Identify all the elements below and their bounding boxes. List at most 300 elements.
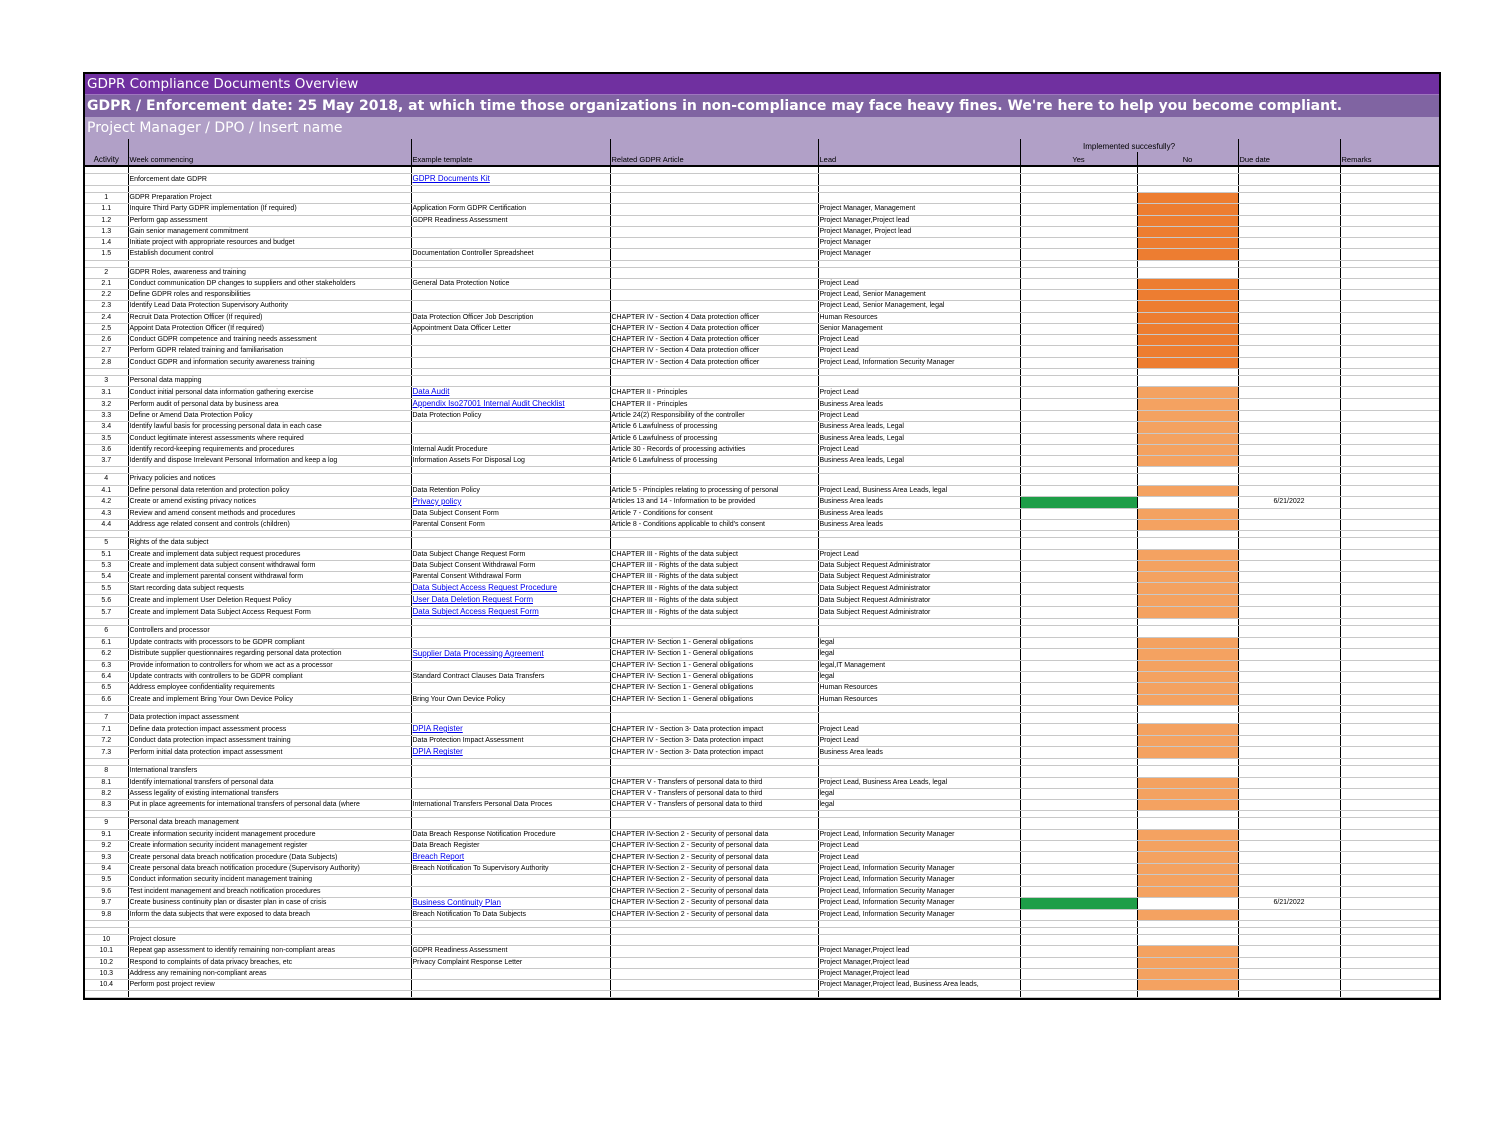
remarks-cell [1340,375,1439,386]
article-cell: CHAPTER V - Transfers of personal data to third [610,800,818,811]
remarks-cell [1340,788,1439,799]
due-date-cell [1238,800,1340,811]
task-cell: Conduct data protection impact assessment training [128,736,411,747]
template-cell [411,433,610,444]
empty-cell [411,811,610,818]
template-link[interactable]: Data Subject Access Request Form [412,607,539,617]
template-cell: Data Protection Impact Assessment [411,736,610,747]
empty-cell [1340,467,1439,474]
lead-cell: Data Subject Request Administrator [818,595,1020,607]
empty-cell [128,260,411,267]
no-cell [1137,864,1238,875]
header-row [85,152,1439,166]
table-row [85,357,1439,368]
lead-cell: legal,IT Management [818,660,1020,671]
due-date-cell [1238,595,1340,607]
lead-cell [818,193,1020,204]
template-link[interactable]: GDPR Documents Kit [412,174,490,183]
lead-cell: Project Lead [818,852,1020,864]
article-cell: CHAPTER IV-Section 2 - Security of personal data [610,886,818,897]
empty-cell [85,619,128,626]
no-cell [1137,323,1238,334]
no-cell [1137,595,1238,607]
due-date-cell [1238,538,1340,549]
empty-cell [1238,921,1340,928]
template-cell [411,626,610,637]
template-link[interactable]: Privacy policy [412,496,462,506]
table-row [85,886,1439,897]
task-cell: Update contracts with processors to be GDPR compliant [128,637,411,648]
template-cell[interactable] [411,648,610,660]
lead-cell [818,766,1020,777]
table-row [85,957,1439,968]
no-cell [1137,648,1238,660]
no-cell [1137,672,1238,683]
remarks-cell [1340,607,1439,619]
empty-cell [1137,759,1238,766]
template-cell[interactable] [411,607,610,619]
table-row [85,736,1439,747]
empty-cell [610,921,818,928]
empty-cell [1020,928,1137,935]
template-cell[interactable] [411,583,610,595]
activity-cell: 10 [85,935,128,946]
template-cell: Data Breach Register [411,840,610,851]
due-date-cell [1238,852,1340,864]
no-cell [1137,357,1238,368]
article-cell [610,278,818,289]
no-cell [1137,935,1238,946]
yes-cell [1020,474,1137,485]
remarks-cell [1340,875,1439,886]
template-cell [411,422,610,433]
task-cell: Conduct information security incident management training [128,875,411,886]
remarks-cell [1340,549,1439,560]
template-cell[interactable] [411,387,610,399]
task-cell: GDPR Preparation Project [128,193,411,204]
template-cell [411,875,610,886]
article-cell [610,626,818,637]
yes-cell [1020,520,1137,531]
lead-cell: Project Lead, Information Security Manager [818,897,1020,909]
due-date-cell [1238,946,1340,957]
yes-cell [1020,485,1137,496]
lead-cell: legal [818,637,1020,648]
task-cell: Address any remaining non-compliant areas [128,968,411,979]
template-link[interactable]: User Data Deletion Request Form [412,595,533,605]
task-cell: Gain senior management commitment [128,226,411,237]
lead-cell [818,375,1020,386]
empty-cell [1137,921,1238,928]
task-cell: Create or amend existing privacy notices [128,496,411,508]
empty-cell [1020,759,1137,766]
article-cell [610,204,818,215]
task-cell: Privacy policies and notices [128,474,411,485]
template-cell[interactable] [411,852,610,864]
empty-cell [411,531,610,538]
due-date-cell [1238,204,1340,215]
task-cell: Define data protection impact assessment process [128,724,411,736]
article-cell: CHAPTER IV-Section 2 - Security of personal data [610,897,818,909]
due-date-cell [1238,736,1340,747]
template-link[interactable]: Data Audit [412,387,450,396]
lead-cell: Project Manager,Project lead [818,215,1020,226]
spreadsheet [83,72,1441,1000]
task-cell: Create information security incident management register [128,840,411,851]
lead-cell: Project Manager,Project lead [818,946,1020,957]
table-row [85,375,1439,386]
article-cell: CHAPTER IV- Section 1 - General obligations [610,694,818,705]
empty-cell [610,186,818,193]
template-cell: Data Subject Change Request Form [411,549,610,560]
no-cell [1137,818,1238,829]
lead-cell: Project Lead [818,411,1020,422]
empty-cell [610,368,818,375]
remarks-cell [1340,712,1439,723]
table-row [85,694,1439,705]
empty-cell [1340,166,1439,174]
article-cell [610,968,818,979]
empty-cell [1340,921,1439,928]
remarks-cell [1340,724,1439,736]
template-cell [411,886,610,897]
article-cell [610,267,818,278]
lead-cell: Data Subject Request Administrator [818,607,1020,619]
yes-cell [1020,897,1137,909]
col-article: Related GDPR Article [610,152,818,166]
task-cell: Define personal data retention and protection policy [128,485,411,496]
task-cell: Assess legality of existing international transfers [128,788,411,799]
template-cell: Appointment Data Officer Letter [411,323,610,334]
article-cell: CHAPTER IV - Section 3- Data protection impact [610,736,818,747]
no-cell [1137,777,1238,788]
template-cell[interactable] [411,496,610,508]
lead-cell: Project Manager,Project lead, Business Area leads, [818,980,1020,991]
activity-cell: 5.3 [85,560,128,571]
table-row [85,672,1439,683]
template-cell: Breach Notification To Supervisory Authority [411,864,610,875]
template-link[interactable]: DPIA Register [412,747,463,757]
activity-cell: 3.6 [85,444,128,455]
table-row [85,648,1439,660]
article-cell [610,935,818,946]
table-row [85,829,1439,840]
no-cell [1137,301,1238,312]
table-row [85,864,1439,875]
activity-cell: 9.6 [85,886,128,897]
template-cell[interactable] [411,724,610,736]
remarks-cell [1340,777,1439,788]
empty-cell [1020,368,1137,375]
article-cell: CHAPTER IV-Section 2 - Security of personal data [610,840,818,851]
template-link[interactable]: DPIA Register [412,724,463,733]
yes-cell [1020,766,1137,777]
template-cell[interactable] [411,747,610,759]
no-cell [1137,456,1238,467]
no-cell [1137,800,1238,811]
spacer-row [85,260,1439,267]
template-link[interactable]: Business Continuity Plan [412,897,501,907]
remarks-cell [1340,935,1439,946]
yes-cell [1020,800,1137,811]
lead-cell: Human Resources [818,312,1020,323]
table-row [85,193,1439,204]
activity-cell: 9.1 [85,829,128,840]
yes-cell [1020,788,1137,799]
table-row [85,935,1439,946]
empty-cell [818,260,1020,267]
empty-cell [85,467,128,474]
yes-cell [1020,572,1137,583]
task-cell: Project closure [128,935,411,946]
table-row [85,607,1439,619]
template-cell [411,818,610,829]
empty-cell [818,759,1020,766]
col-no: No [1137,152,1238,166]
lead-cell: Project Manager, Project lead [818,226,1020,237]
empty-cell [411,619,610,626]
activity-cell: 2.6 [85,335,128,346]
activity-cell: 5.4 [85,572,128,583]
empty-cell [1020,531,1137,538]
lead-cell: Data Subject Request Administrator [818,583,1020,595]
task-cell: Create and implement Bring Your Own Device Policy [128,694,411,705]
lead-cell [818,267,1020,278]
lead-cell: Project Lead, Information Security Manager [818,875,1020,886]
lead-cell: Project Manager, Management [818,204,1020,215]
template-link[interactable]: Data Subject Access Request Procedure [412,583,558,593]
task-cell: Perform audit of personal data by business area [128,399,411,411]
table-row [85,433,1439,444]
template-link[interactable]: Supplier Data Processing Agreement [412,648,544,658]
activity-cell: 8 [85,766,128,777]
table-row [85,411,1439,422]
empty-cell [411,991,610,998]
table-row [85,897,1439,909]
template-cell[interactable] [411,595,610,607]
remarks-cell [1340,456,1439,467]
empty-cell [1020,705,1137,712]
task-cell: Inquire Third Party GDPR implementation (If required) [128,204,411,215]
template-link[interactable]: Breach Report [412,852,465,861]
empty-cell [1340,811,1439,818]
template-link[interactable]: Appendix Iso27001 Internal Audit Checklist [412,399,565,408]
lead-cell: Business Area leads, Legal [818,433,1020,444]
due-date-cell [1238,357,1340,368]
yes-cell [1020,375,1137,386]
lead-cell: Data Subject Request Administrator [818,560,1020,571]
no-cell [1137,267,1238,278]
col-activity: Activity [85,152,128,166]
template-cell[interactable] [411,174,610,186]
no-cell [1137,747,1238,759]
empty-cell [1340,705,1439,712]
yes-cell [1020,946,1137,957]
table-row [85,520,1439,531]
lead-cell: Business Area leads [818,399,1020,411]
due-date-cell [1238,777,1340,788]
table-row [85,626,1439,637]
task-cell: Identify Lead Data Protection Supervisory Authority [128,301,411,312]
article-cell: Article 5 - Principles relating to processing of personal [610,485,818,496]
due-date-cell [1238,312,1340,323]
yes-cell [1020,323,1137,334]
yes-cell [1020,637,1137,648]
table-row [85,174,1439,186]
due-date-cell [1238,323,1340,334]
due-date-cell [1238,935,1340,946]
article-cell: CHAPTER III - Rights of the data subject [610,583,818,595]
task-cell: Initiate project with appropriate resources and budget [128,238,411,249]
task-cell: Conduct legitimate interest assessments where required [128,433,411,444]
no-cell [1137,215,1238,226]
remarks-cell [1340,346,1439,357]
activity-cell: 1.1 [85,204,128,215]
activity-cell: 2 [85,267,128,278]
table-row [85,323,1439,334]
article-cell: CHAPTER IV - Section 4 Data protection officer [610,357,818,368]
due-date-cell: 6/21/2022 [1238,897,1340,909]
empty-cell [818,928,1020,935]
template-cell [411,357,610,368]
empty-cell [128,991,411,998]
yes-cell [1020,626,1137,637]
task-cell: Define GDPR roles and responsibilities [128,290,411,301]
no-cell [1137,474,1238,485]
yes-cell [1020,747,1137,759]
empty-cell [818,467,1020,474]
yes-cell [1020,387,1137,399]
no-cell [1137,683,1238,694]
article-cell: CHAPTER IV- Section 1 - General obligations [610,672,818,683]
lead-cell: Project Manager [818,238,1020,249]
lead-cell: Project Manager,Project lead [818,968,1020,979]
empty-cell [1020,166,1137,174]
no-cell [1137,736,1238,747]
activity-cell: 10.4 [85,980,128,991]
template-cell: GDPR Readiness Assessment [411,215,610,226]
no-cell [1137,840,1238,851]
activity-cell: 2.8 [85,357,128,368]
template-cell [411,935,610,946]
no-cell [1137,626,1238,637]
yes-cell [1020,193,1137,204]
table-row [85,422,1439,433]
table-row [85,946,1439,957]
lead-cell: Business Area leads [818,747,1020,759]
table-row [85,712,1439,723]
yes-cell [1020,238,1137,249]
table-row [85,595,1439,607]
article-cell [610,249,818,260]
due-date-cell [1238,672,1340,683]
remarks-cell [1340,485,1439,496]
yes-cell [1020,957,1137,968]
remarks-cell [1340,290,1439,301]
article-cell [610,193,818,204]
article-cell [610,980,818,991]
yes-cell [1020,864,1137,875]
no-cell [1137,508,1238,519]
activity-cell: 9.2 [85,840,128,851]
activity-cell: 1.2 [85,215,128,226]
task-cell: Create information security incident management procedure [128,829,411,840]
yes-cell [1020,712,1137,723]
empty-cell [1238,260,1340,267]
yes-cell [1020,829,1137,840]
empty-cell [1137,811,1238,818]
empty-cell [85,531,128,538]
spacer-row [85,921,1439,928]
due-date-cell [1238,648,1340,660]
table-row [85,346,1439,357]
article-cell: CHAPTER IV-Section 2 - Security of personal data [610,829,818,840]
table-row [85,980,1439,991]
yes-cell [1020,583,1137,595]
template-cell[interactable] [411,399,610,411]
table-row [85,312,1439,323]
task-cell: International transfers [128,766,411,777]
activity-cell: 2.1 [85,278,128,289]
article-cell: Article 8 - Conditions applicable to child's consent [610,520,818,531]
template-cell: General Data Protection Notice [411,278,610,289]
empty-cell [411,705,610,712]
spacer-row [85,928,1439,935]
empty-cell [610,991,818,998]
template-cell [411,788,610,799]
empty-cell [1340,186,1439,193]
activity-cell: 1 [85,193,128,204]
yes-cell [1020,968,1137,979]
no-cell [1137,957,1238,968]
due-date-cell [1238,747,1340,759]
spacer-row [85,368,1439,375]
template-cell[interactable] [411,897,610,909]
spacer-row [85,531,1439,538]
due-date-cell [1238,456,1340,467]
no-cell [1137,335,1238,346]
table-row [85,800,1439,811]
table-row [85,724,1439,736]
task-cell: Inform the data subjects that were exposed to data breach [128,909,411,920]
lead-cell [818,538,1020,549]
empty-cell [610,619,818,626]
article-cell: CHAPTER V - Transfers of personal data to third [610,777,818,788]
template-cell: Data Breach Response Notification Procedure [411,829,610,840]
lead-cell: Project Lead [818,840,1020,851]
table-row [85,788,1439,799]
empty-cell [1238,759,1340,766]
empty-cell [85,991,128,998]
template-cell: Bring Your Own Device Policy [411,694,610,705]
table-row [85,683,1439,694]
template-cell [411,660,610,671]
remarks-cell [1340,818,1439,829]
lead-cell: legal [818,672,1020,683]
due-date-cell [1238,520,1340,531]
no-cell [1137,980,1238,991]
no-cell [1137,290,1238,301]
empty-cell [85,759,128,766]
lead-cell: Project Lead, Business Area Leads, legal [818,485,1020,496]
article-cell [610,215,818,226]
lead-cell: Project Manager,Project lead [818,957,1020,968]
lead-cell: Human Resources [818,694,1020,705]
yes-cell [1020,538,1137,549]
remarks-cell [1340,474,1439,485]
activity-cell: 7.3 [85,747,128,759]
lead-cell: Business Area leads [818,520,1020,531]
